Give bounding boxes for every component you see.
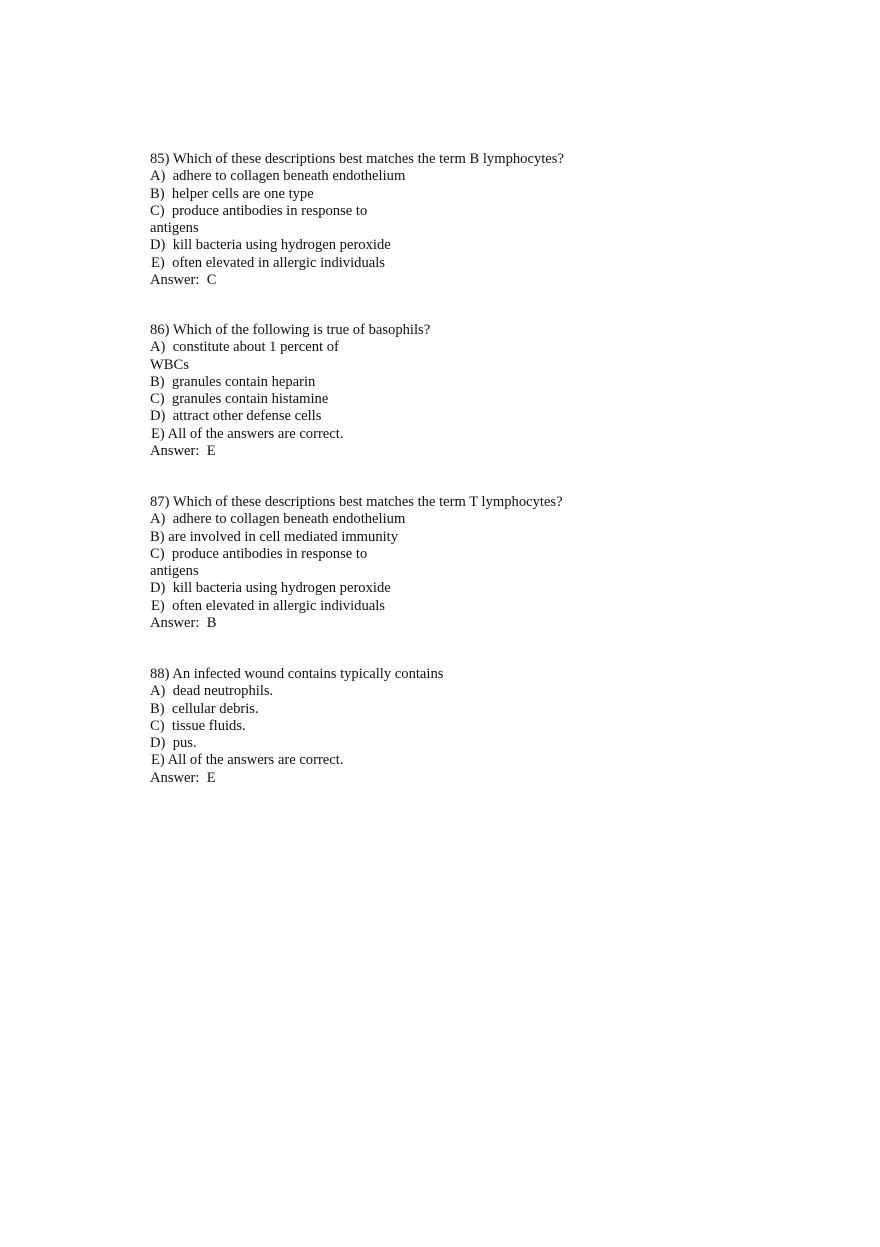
option-c-continuation: antigens (150, 220, 199, 237)
option-d: D) pus. (150, 735, 197, 752)
option-c-continuation: antigens (150, 563, 199, 580)
option-a-continuation: WBCs (150, 356, 189, 373)
option-a: A) constitute about 1 percent of (150, 339, 339, 356)
option-c: C) tissue fluids. (150, 717, 246, 734)
question-prompt: 86) Which of the following is true of basophils? (150, 322, 431, 338)
answer-line: Answer: B (150, 615, 217, 632)
option-e: E) often elevated in allergic individuals (151, 597, 385, 614)
option-b: B) granules contain heparin (150, 373, 316, 390)
option-a: A) adhere to collagen beneath endothelium (150, 168, 406, 185)
answer-line: Answer: C (150, 272, 217, 289)
question-prompt: 85) Which of these descriptions best matches the term B lymphocytes? (150, 151, 564, 167)
option-c: C) produce antibodies in response to (150, 545, 368, 562)
option-d: D) kill bacteria using hydrogen peroxide (150, 237, 391, 254)
option-d: D) kill bacteria using hydrogen peroxide (150, 580, 391, 597)
option-b: B) helper cells are one type (150, 185, 314, 202)
option-b: B) are involved in cell mediated immunity (150, 528, 399, 545)
question-85 (150, 151, 750, 289)
question-87 (150, 494, 750, 632)
option-c: C) granules contain histamine (150, 391, 329, 408)
option-c: C) produce antibodies in response to (150, 202, 368, 219)
answer-line: Answer: E (150, 769, 216, 786)
option-a: A) dead neutrophils. (150, 683, 274, 700)
question-88 (150, 666, 750, 787)
question-prompt: 88) An infected wound contains typically contains (150, 666, 444, 682)
option-e: E) All of the answers are correct. (151, 752, 344, 769)
answer-line: Answer: E (150, 443, 216, 460)
option-e: E) often elevated in allergic individuals (151, 254, 385, 271)
option-b: B) cellular debris. (150, 700, 259, 717)
question-86 (150, 322, 750, 460)
option-d: D) attract other defense cells (150, 408, 322, 425)
option-e: E) All of the answers are correct. (151, 425, 344, 442)
question-prompt: 87) Which of these descriptions best matches the term T lymphocytes? (150, 494, 563, 510)
option-a: A) adhere to collagen beneath endothelium (150, 511, 406, 528)
